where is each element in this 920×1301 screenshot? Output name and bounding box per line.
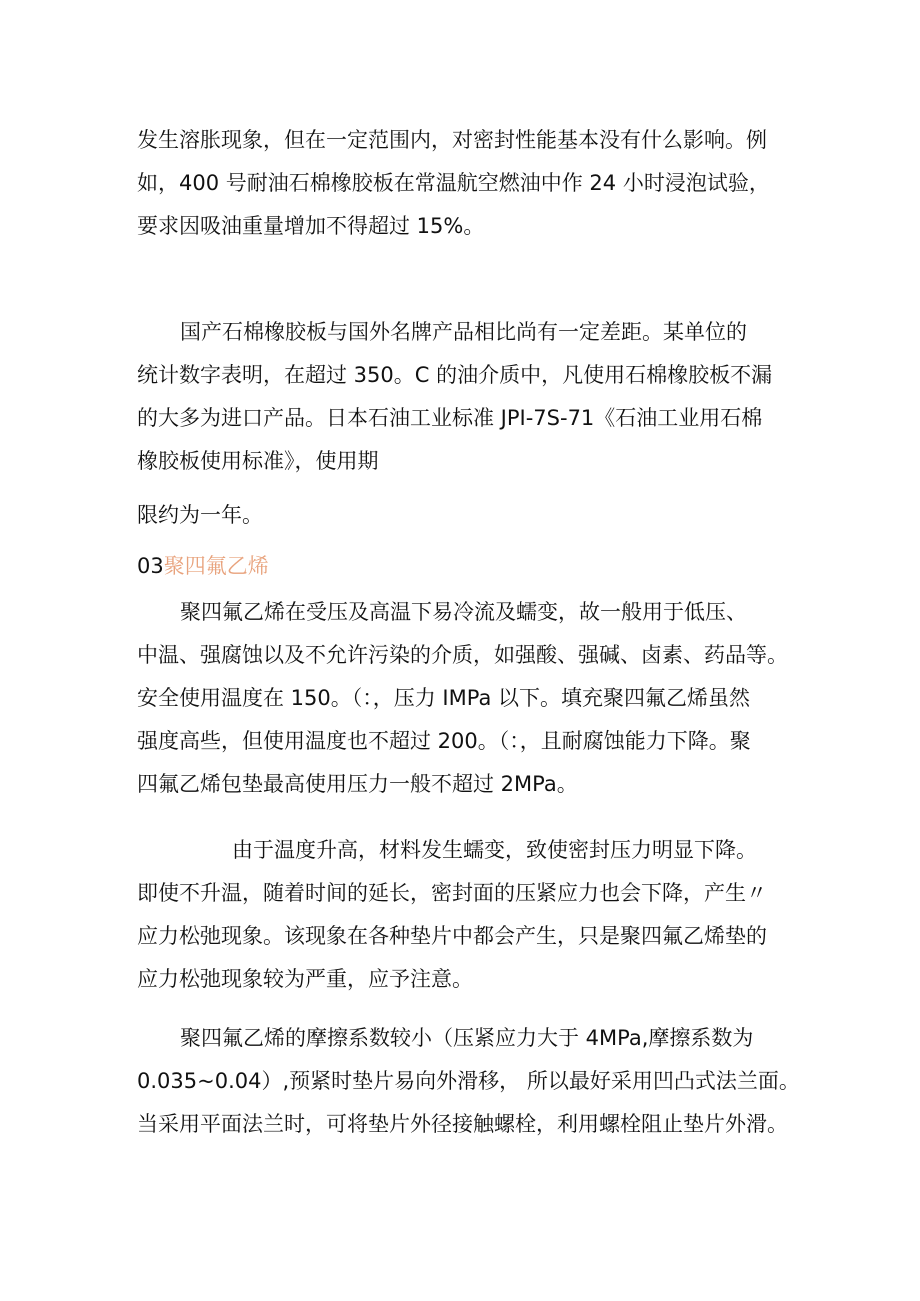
text-line: 限约为一年。 bbox=[137, 503, 263, 527]
text-line: 国产石棉橡胶板与国外名牌产品相比尚有一定差距。某单位的 bbox=[180, 320, 747, 344]
text-line: 应力松弛现象较为严重，应予注意。 bbox=[137, 967, 473, 991]
text-line: 橡胶板使用标准》，使用期 bbox=[137, 449, 379, 473]
text-line: 聚四氟乙烯的摩擦系数较小（压紧应力大于 4MPa,摩擦系数为 bbox=[180, 1026, 754, 1050]
text-line: 应力松弛现象。该现象在各种垫片中都会产生，只是聚四氟乙烯垫的 bbox=[137, 924, 767, 948]
text-line: 即使不升温，随着时间的延长，密封面的压紧应力也会下降，产生〃 bbox=[137, 881, 767, 905]
text-line: 强度高些，但使用温度也不超过 200。（：，且耐腐蚀能力下降。聚 bbox=[137, 729, 751, 753]
text-line: 的大多为进口产品。日本石油工业标准 JPI-7S-71《石油工业用石棉 bbox=[137, 406, 763, 430]
text-line: 统计数字表明，在超过 350。C 的油介质中，凡使用石棉橡胶板不漏 bbox=[137, 363, 773, 387]
text-line: 如，400 号耐油石棉橡胶板在常温航空燃油中作 24 小时浸泡试验， bbox=[137, 171, 770, 195]
text-line: 四氟乙烯包垫最高使用压力一般不超过 2MPa。 bbox=[137, 772, 578, 796]
text-line: 安全使用温度在 150。（：，压力 IMPa 以下。填充聚四氟乙烯虽然 bbox=[137, 686, 751, 710]
text-line: 发生溶胀现象，但在一定范围内，对密封性能基本没有什么影响。例 bbox=[137, 128, 767, 152]
text-line: 聚四氟乙烯在受压及高温下易冷流及蠕变，故一般用于低压、 bbox=[180, 600, 747, 624]
section-number: 03 bbox=[137, 554, 164, 578]
section-heading bbox=[137, 552, 269, 580]
section-title: 聚四氟乙烯 bbox=[163, 554, 269, 578]
text-line: 由于温度升高，材料发生蠕变，致使密封压力明显下降。 bbox=[232, 838, 757, 862]
text-line: 要求因吸油重量增加不得超过 15%。 bbox=[137, 214, 485, 238]
text-line: 当采用平面法兰时，可将垫片外径接触螺栓，利用螺栓阻止垫片外滑。 bbox=[137, 1112, 788, 1136]
text-line: 0.035~0.04）,预紧时垫片易向外滑移， 所以最好采用凹凸式法兰面。 bbox=[137, 1069, 800, 1093]
text-line: 中温、强腐蚀以及不允许污染的介质，如强酸、强碱、卤素、药品等。 bbox=[137, 643, 788, 667]
